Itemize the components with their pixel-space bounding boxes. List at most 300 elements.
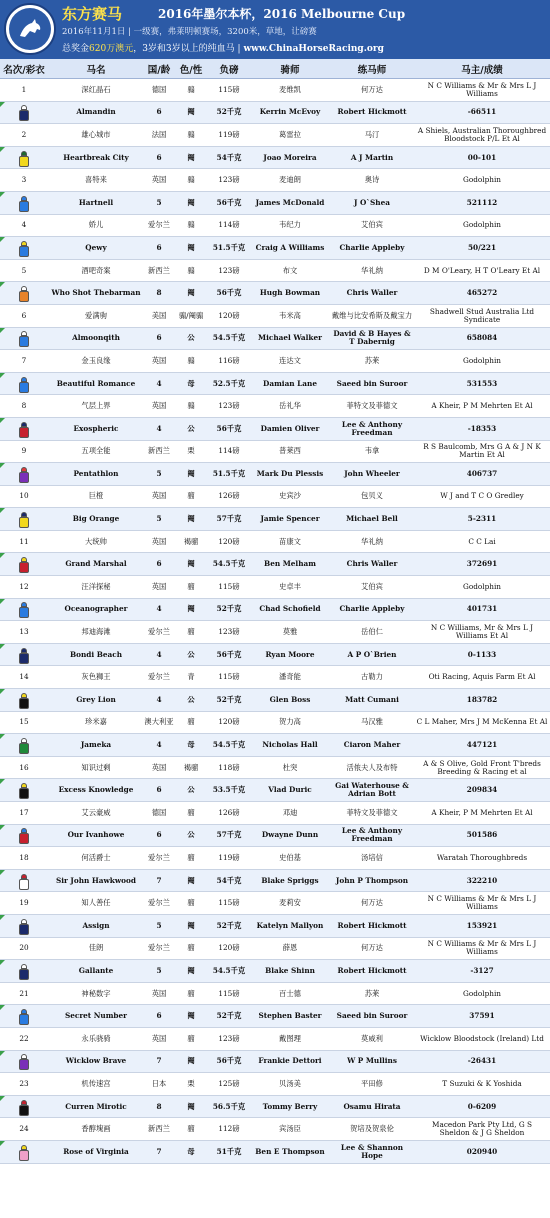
jockey-en: Ben E Thompson (255, 1146, 325, 1156)
owner: C C Lai (468, 536, 496, 546)
form-result: 183782 (466, 694, 498, 704)
silk-cap (21, 377, 27, 382)
horse-name: 大统帅 (85, 536, 107, 546)
country: 英国 (151, 355, 167, 365)
age: 6 (156, 559, 162, 569)
jockey-en: Kerrin McEvoy (259, 107, 321, 117)
owner: N C Williams & Mr & Mrs L J Williams (427, 939, 537, 957)
silk-cap (21, 919, 27, 924)
jockey-en: Dwayne Dunn (261, 830, 319, 840)
jockey-en: Blake Spriggs (261, 875, 319, 885)
corner-flag-icon (0, 1051, 5, 1056)
form-result: 658084 (466, 333, 498, 343)
table-row (0, 689, 550, 712)
weight: 123磅 (218, 265, 240, 275)
sex: 阉 (187, 514, 195, 524)
position: 11 (19, 536, 29, 546)
silk-cap (21, 512, 27, 517)
silk-body (19, 924, 29, 935)
position: 7 (21, 355, 27, 365)
sex: 阉 (187, 1056, 195, 1066)
color: 骝 (187, 898, 195, 908)
form-result: 531553 (466, 378, 498, 388)
owner: T Suzuki & K Yoshida (442, 1078, 522, 1088)
position: 13 (19, 627, 29, 637)
form-result: 209834 (466, 785, 498, 795)
trainer: 菲特文及菲德文 (346, 807, 398, 817)
weight: 126磅 (218, 491, 240, 501)
position: 8 (21, 401, 27, 411)
corner-flag-icon (0, 102, 5, 107)
jockey-silk-icon (17, 1054, 31, 1070)
trainer: 华礼纳 (361, 536, 383, 546)
form-result: 372691 (466, 559, 498, 569)
position: 12 (19, 581, 29, 591)
country: 英国 (151, 762, 167, 772)
silk-cell (0, 1051, 48, 1073)
jockey-en: Nicholas Hall (262, 740, 318, 750)
silk-body (19, 201, 29, 212)
silk-cell (0, 373, 48, 395)
country: 爱尔兰 (148, 220, 170, 230)
jockey-silk-icon (17, 377, 31, 393)
position: 19 (19, 898, 29, 908)
horse-name-en: Assign (82, 920, 110, 930)
horse-name-en: Big Orange (72, 514, 120, 524)
silk-cap (21, 422, 27, 427)
position: 16 (19, 762, 29, 772)
weight: 114磅 (218, 220, 240, 230)
jockey-silk-icon (17, 286, 31, 302)
silk-cell (0, 192, 48, 214)
age: 5 (156, 468, 162, 478)
color: 骟 (187, 220, 195, 230)
horse-name: 雄心城市 (81, 129, 111, 139)
country: 爱尔兰 (148, 898, 170, 908)
table-row (0, 418, 550, 441)
corner-flag-icon (0, 1096, 5, 1101)
country: 英国 (151, 988, 167, 998)
owner: Macedon Park Pty Ltd, G S Sheldon & J G Sheldon (432, 1120, 532, 1138)
col-color-sex: 色/性 (179, 64, 203, 76)
jockey-silk-icon (17, 964, 31, 980)
jockey: 岳礼华 (279, 401, 301, 411)
silk-cell (0, 418, 48, 440)
trainer-en: Lee & Anthony Freedman (341, 826, 403, 844)
jockey-en: Craig A Williams (255, 242, 325, 252)
silk-cap (21, 1145, 27, 1150)
table-row (0, 757, 550, 780)
age: 5 (156, 965, 162, 975)
jockey-silk-icon (17, 693, 31, 709)
horse-name: 何活爵士 (81, 852, 111, 862)
jockey-silk-icon (17, 783, 31, 799)
horse-name-en: Grey Lion (76, 694, 116, 704)
jockey-en: Damien Oliver (260, 423, 320, 433)
color: 栗 (187, 446, 195, 456)
silk-cell (0, 779, 48, 801)
weight-kg: 54.5千克 (212, 559, 246, 569)
sex: 阉 (187, 965, 195, 975)
brand-title: 东方赛马 (62, 5, 123, 23)
form-result: 37591 (469, 1011, 495, 1021)
jockey: 苗康文 (279, 536, 301, 546)
silk-body (19, 607, 29, 618)
trainer: 奥诗 (364, 175, 380, 185)
silk-body (19, 879, 29, 890)
horse-name: 永乐骁骑 (81, 1033, 111, 1043)
weight-kg: 56千克 (216, 288, 242, 298)
corner-flag-icon (0, 147, 5, 152)
horse-name-en: Jameka (80, 740, 112, 750)
table-row (0, 463, 550, 486)
table-row (0, 373, 550, 396)
horse-name-en: Rose of Virginia (63, 1146, 129, 1156)
corner-flag-icon (0, 960, 5, 965)
weight: 116磅 (218, 355, 240, 365)
owner: D M O'Leary, H T O'Leary Et Al (423, 265, 541, 275)
silk-body (19, 969, 29, 980)
weight-kg: 54.5千克 (212, 333, 246, 343)
silk-body (19, 1105, 29, 1116)
horse-name: 爱满驹 (85, 310, 107, 320)
table-row (0, 734, 550, 757)
jockey: 韦纪力 (279, 220, 301, 230)
sex: 母 (187, 378, 195, 388)
color: 骟 (187, 355, 195, 365)
form-result: 0-6209 (467, 1101, 497, 1111)
age: 6 (156, 785, 162, 795)
position: 1 (21, 84, 27, 94)
country: 爱尔兰 (148, 943, 170, 953)
sex: 阉 (187, 920, 195, 930)
position: 24 (19, 1124, 29, 1134)
country: 爱尔兰 (148, 852, 170, 862)
trainer: 何万达 (361, 943, 383, 953)
horse-name: 金玉良缘 (81, 355, 111, 365)
silk-body (19, 336, 29, 347)
table-row (0, 102, 550, 125)
table-row (0, 531, 550, 554)
weight-kg: 51千克 (216, 1146, 242, 1156)
silk-cap (21, 105, 27, 110)
silk-cell (0, 147, 48, 169)
prize-line: 总奖金620万澳元，3岁和3岁以上的纯血马 | www.ChinaHorseRacing.org (62, 44, 384, 54)
horse-name: 机传速宫 (81, 1078, 111, 1088)
col-owner-form: 马主/成绩 (461, 64, 503, 76)
silk-body (19, 156, 29, 167)
sex: 阉 (187, 604, 195, 614)
jockey-silk-icon (17, 331, 31, 347)
table-row (0, 147, 550, 170)
color: 骝 (187, 852, 195, 862)
table-row (0, 169, 550, 192)
color: 骟 (187, 175, 195, 185)
jockey-en: Frankie Dettori (258, 1056, 322, 1066)
weight-kg: 54千克 (216, 152, 242, 162)
trainer: 贺培及贺泉伦 (350, 1124, 394, 1134)
silk-cap (21, 828, 27, 833)
position: 10 (19, 491, 29, 501)
weight-kg: 56千克 (216, 1056, 242, 1066)
race-header (0, 0, 550, 59)
country: 英国 (151, 536, 167, 546)
silk-cell (0, 237, 48, 259)
trainer: 苏莱 (364, 355, 380, 365)
silk-cell (0, 282, 48, 304)
horse-name-en: Almandin (76, 107, 116, 117)
form-result: 020940 (466, 1146, 498, 1156)
form-result: 50/221 (467, 242, 497, 252)
weight: 115磅 (218, 672, 240, 682)
form-result: 465272 (466, 288, 498, 298)
horse-name: 娇儿 (88, 220, 104, 230)
jockey: 贝汤美 (279, 1078, 301, 1088)
jockey-silk-icon (17, 919, 31, 935)
position: 23 (19, 1078, 29, 1088)
trainer: 韦拿 (364, 446, 380, 456)
country: 英国 (151, 175, 167, 185)
trainer-en: A P O`Brien (347, 649, 397, 659)
weight: 120磅 (218, 310, 240, 320)
country: 法国 (151, 129, 167, 139)
sex: 公 (187, 694, 195, 704)
jockey-en: Blake Shinn (265, 965, 315, 975)
owner: Godolphin (462, 220, 502, 230)
jockey: 韦米高 (279, 310, 301, 320)
form-result: -18353 (467, 423, 497, 433)
weight: 119磅 (218, 852, 240, 862)
table-row (0, 915, 550, 938)
weight-kg: 57千克 (216, 514, 242, 524)
trainer: 戴维与比安希斯及戴宝力 (331, 310, 413, 320)
jockey-silk-icon (17, 648, 31, 664)
horse-name-en: Bondi Beach (69, 649, 123, 659)
table-row (0, 282, 550, 305)
owner: A & S Olive, Gold Front T'breds Breeding & Racing et al (423, 758, 541, 776)
jockey-silk-icon (17, 241, 31, 257)
sex: 母 (187, 1146, 195, 1156)
form-result: 00-101 (467, 152, 497, 162)
silk-cap (21, 783, 27, 788)
trainer-en: A J Martin (350, 152, 394, 162)
table-row (0, 1028, 550, 1051)
table-row (0, 395, 550, 418)
silk-cell (0, 553, 48, 575)
jockey-en: Hugh Bowman (259, 288, 321, 298)
jockey: 宾汤臣 (279, 1124, 301, 1134)
trainer-en: Robert Hickmott (337, 920, 407, 930)
form-result: -66511 (467, 107, 497, 117)
site-link[interactable]: www.ChinaHorseRacing.org (243, 44, 384, 54)
country: 日本 (151, 1078, 167, 1088)
color: 骟/阉骟 (178, 310, 204, 320)
silk-cap (21, 331, 27, 336)
trainer-en: John Wheeler (344, 468, 400, 478)
weight: 123磅 (218, 627, 240, 637)
color: 青 (187, 672, 195, 682)
jockey-silk-icon (17, 1009, 31, 1025)
sex: 阉 (187, 1101, 195, 1111)
weight: 115磅 (218, 898, 240, 908)
position: 15 (19, 717, 29, 727)
silk-cell (0, 102, 48, 124)
color: 骝 (187, 988, 195, 998)
trainer-en: Saeed bin Suroor (336, 1011, 408, 1021)
corner-flag-icon (0, 282, 5, 287)
silk-body (19, 427, 29, 438)
corner-flag-icon (0, 508, 5, 513)
jockey-silk-icon (17, 602, 31, 618)
sex: 阉 (187, 242, 195, 252)
form-result: 501586 (466, 830, 498, 840)
silk-cap (21, 874, 27, 879)
trainer: 苏莱 (364, 988, 380, 998)
jockey-silk-icon (17, 196, 31, 212)
corner-flag-icon (0, 237, 5, 242)
trainer-en: J O`Shea (354, 197, 390, 207)
horse-name: 巨橙 (88, 491, 104, 501)
jockey-en: Stephen Baster (258, 1011, 322, 1021)
weight: 126磅 (218, 807, 240, 817)
horse-name-en: Who Shot Thebarman (51, 288, 141, 298)
form-result: 322210 (466, 875, 498, 885)
prize-amount: 620万澳元 (89, 44, 134, 54)
horse-name-en: Gallante (78, 965, 114, 975)
position: 18 (19, 852, 29, 862)
color: 骟 (187, 265, 195, 275)
jockey-en: Tommy Berry (262, 1101, 318, 1111)
sex: 阉 (187, 468, 195, 478)
weight: 120磅 (218, 943, 240, 953)
age: 6 (156, 107, 162, 117)
table-row (0, 960, 550, 983)
owner: R S Baulcomb, Mrs G A & J N K Martin Et Al (423, 442, 541, 460)
age: 5 (156, 920, 162, 930)
age: 5 (156, 514, 162, 524)
trainer-en: Matt Cumani (345, 694, 399, 704)
horse-name-en: Curren Mirotic (65, 1101, 127, 1111)
silk-cap (21, 151, 27, 156)
trainer-en: Lee & Anthony Freedman (341, 419, 403, 437)
jockey: 布文 (282, 265, 298, 275)
jockey-en: Michael Walker (258, 333, 322, 343)
jockey-silk-icon (17, 1100, 31, 1116)
trainer-en: Saeed bin Suroor (336, 378, 408, 388)
corner-flag-icon (0, 734, 5, 739)
age: 6 (156, 333, 162, 343)
jockey-silk-icon (17, 422, 31, 438)
sex: 阉 (187, 1011, 195, 1021)
sex: 阉 (187, 875, 195, 885)
color: 骟 (187, 401, 195, 411)
horse-name-en: Our Ivanhowe (67, 830, 125, 840)
silk-cell (0, 463, 48, 485)
col-country-age: 国/龄 (147, 64, 171, 76)
horse-name: 佳朗 (88, 943, 104, 953)
weight: 120磅 (218, 717, 240, 727)
position: 2 (21, 129, 27, 139)
jockey-en: Katelyn Mallyon (256, 920, 324, 930)
table-row (0, 825, 550, 848)
horse-name-en: Exospheric (73, 423, 119, 433)
jockey: 贺力高 (279, 717, 301, 727)
jockey-en: Vlad Duric (268, 785, 312, 795)
horse-name: 知识过剩 (81, 762, 111, 772)
owner: A Kheir, P M Mehrten Et Al (431, 807, 533, 817)
weight-kg: 56千克 (216, 649, 242, 659)
position: 9 (21, 446, 27, 456)
jockey: 杜突 (282, 762, 298, 772)
weight-kg: 53.5千克 (212, 785, 246, 795)
owner: N C Williams & Mr & Mrs L J Williams (427, 80, 537, 98)
table-header (0, 59, 550, 79)
trainer-en: Osamu Hirata (343, 1101, 401, 1111)
trainer: 何万达 (361, 84, 383, 94)
position: 22 (19, 1033, 29, 1043)
trainer: 岳伯仁 (361, 627, 383, 637)
jockey-silk-icon (17, 874, 31, 890)
horse-name: 邦迪海滩 (81, 627, 111, 637)
horse-name-en: Hartnell (78, 197, 114, 207)
trainer-en: Gai Waterhouse & Adrian Bott (335, 781, 409, 799)
table-row (0, 599, 550, 622)
trainer: 艾伯宾 (361, 220, 383, 230)
table-row (0, 305, 550, 328)
color: 骝 (187, 581, 195, 591)
jockey-en: Mark Du Plessis (256, 468, 324, 478)
trainer-en: Michael Bell (346, 514, 398, 524)
jockey-en: Jamie Spencer (260, 514, 320, 524)
form-result: 521112 (466, 197, 498, 207)
table-row (0, 124, 550, 147)
trainer-en: Robert Hickmott (337, 107, 407, 117)
silk-cap (21, 557, 27, 562)
col-position: 名次/彩衣 (3, 64, 45, 76)
silk-cap (21, 693, 27, 698)
silk-cap (21, 1009, 27, 1014)
trainer-en: David & B Hayes & T Dabernig (333, 329, 411, 347)
prize-prefix: 总奖金 (62, 44, 90, 54)
silk-cap (21, 286, 27, 291)
table-row (0, 1051, 550, 1074)
silk-body (19, 833, 29, 844)
table-row (0, 486, 550, 509)
age: 6 (156, 830, 162, 840)
age: 8 (156, 1101, 162, 1111)
silk-body (19, 562, 29, 573)
silk-body (19, 653, 29, 664)
horse-logo-icon (9, 8, 51, 50)
silk-cell (0, 328, 48, 350)
owner: Godolphin (462, 175, 502, 185)
owner: A Kheir, P M Mehrten Et Al (431, 401, 533, 411)
position: 17 (19, 807, 29, 817)
weight-kg: 51.5千克 (212, 242, 246, 252)
owner: Godolphin (462, 581, 502, 591)
silk-cell (0, 960, 48, 982)
china-horse-racing-logo (4, 3, 56, 55)
silk-body (19, 698, 29, 709)
jockey-silk-icon (17, 151, 31, 167)
jockey: 潘奇能 (279, 672, 301, 682)
country: 英国 (151, 581, 167, 591)
jockey-silk-icon (17, 105, 31, 121)
table-row (0, 621, 550, 644)
jockey: 普莱西 (279, 446, 301, 456)
corner-flag-icon (0, 689, 5, 694)
trainer-en: W P Mullins (347, 1056, 397, 1066)
